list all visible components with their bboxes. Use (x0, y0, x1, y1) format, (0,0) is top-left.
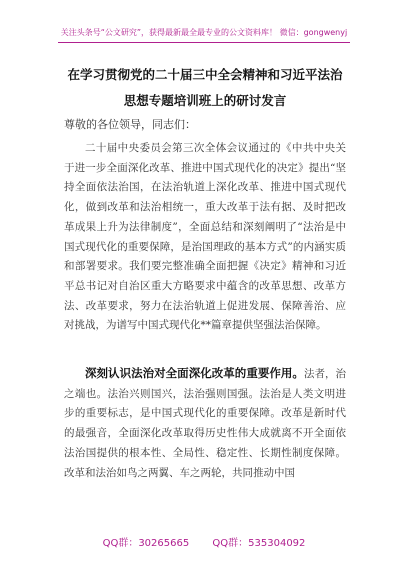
paragraph-lead: 深刻认识法治对全面深化改革的重要作用。 (85, 366, 304, 380)
footer-qq-group-1: QQ群：30265665 (102, 538, 190, 549)
salutation: 尊敬的各位领导，同志们： (64, 118, 196, 131)
document-title: 在学习贯彻党的二十届三中全会精神和习近平法治思想专题培训班上的研讨发言 (67, 67, 343, 108)
header-divider (58, 42, 350, 43)
paragraph-body: 法者，治之端也。法治兴则国兴，法治强则国强。法治是人类文明进步的重要标志，是中国式现代化的重要保障。改革是新时代的最强音，全面深化改革取得历史性伟大成就离不开全面依法治国提供的根本性、全局性、稳定性、长期性制度保障。改革和法治如鸟之两翼、车之两轮，共同推动中国 (64, 368, 347, 479)
header-banner: 关注头条号“公文研究”，获得最新最全最专业的公文资料库！ 微信：gongwenyj (60, 28, 348, 37)
paragraph (64, 364, 346, 483)
footer (0, 534, 408, 549)
footer-qq-group-2: QQ群：535304092 (212, 538, 306, 549)
paragraph: 二十届中央委员会第三次全体会议通过的《中共中央关于进一步全面深化改革、推进中国式现代化的决定》提出“坚持全面依法治国，在法治轨道上深化改革、推进中国式现代化，做到改革和法治相统一，重大改革于法有据、及时把改革成果上升为法律制度”，全面总结和深刻阐明了“法治是中国式现代化的重要保障，是治国理政的基本方式”的内涵实质和部署要求。我们要完整准确全面把握《决定》精神和习近平总书记对自治区重大方略要求中蕴含的改革思想、改革方法、改革要求，努力在法治轨道上促进发展、保障善治、应对挑战，为谱写中国式现代化**篇章提供坚强法治保障。 (64, 142, 346, 332)
